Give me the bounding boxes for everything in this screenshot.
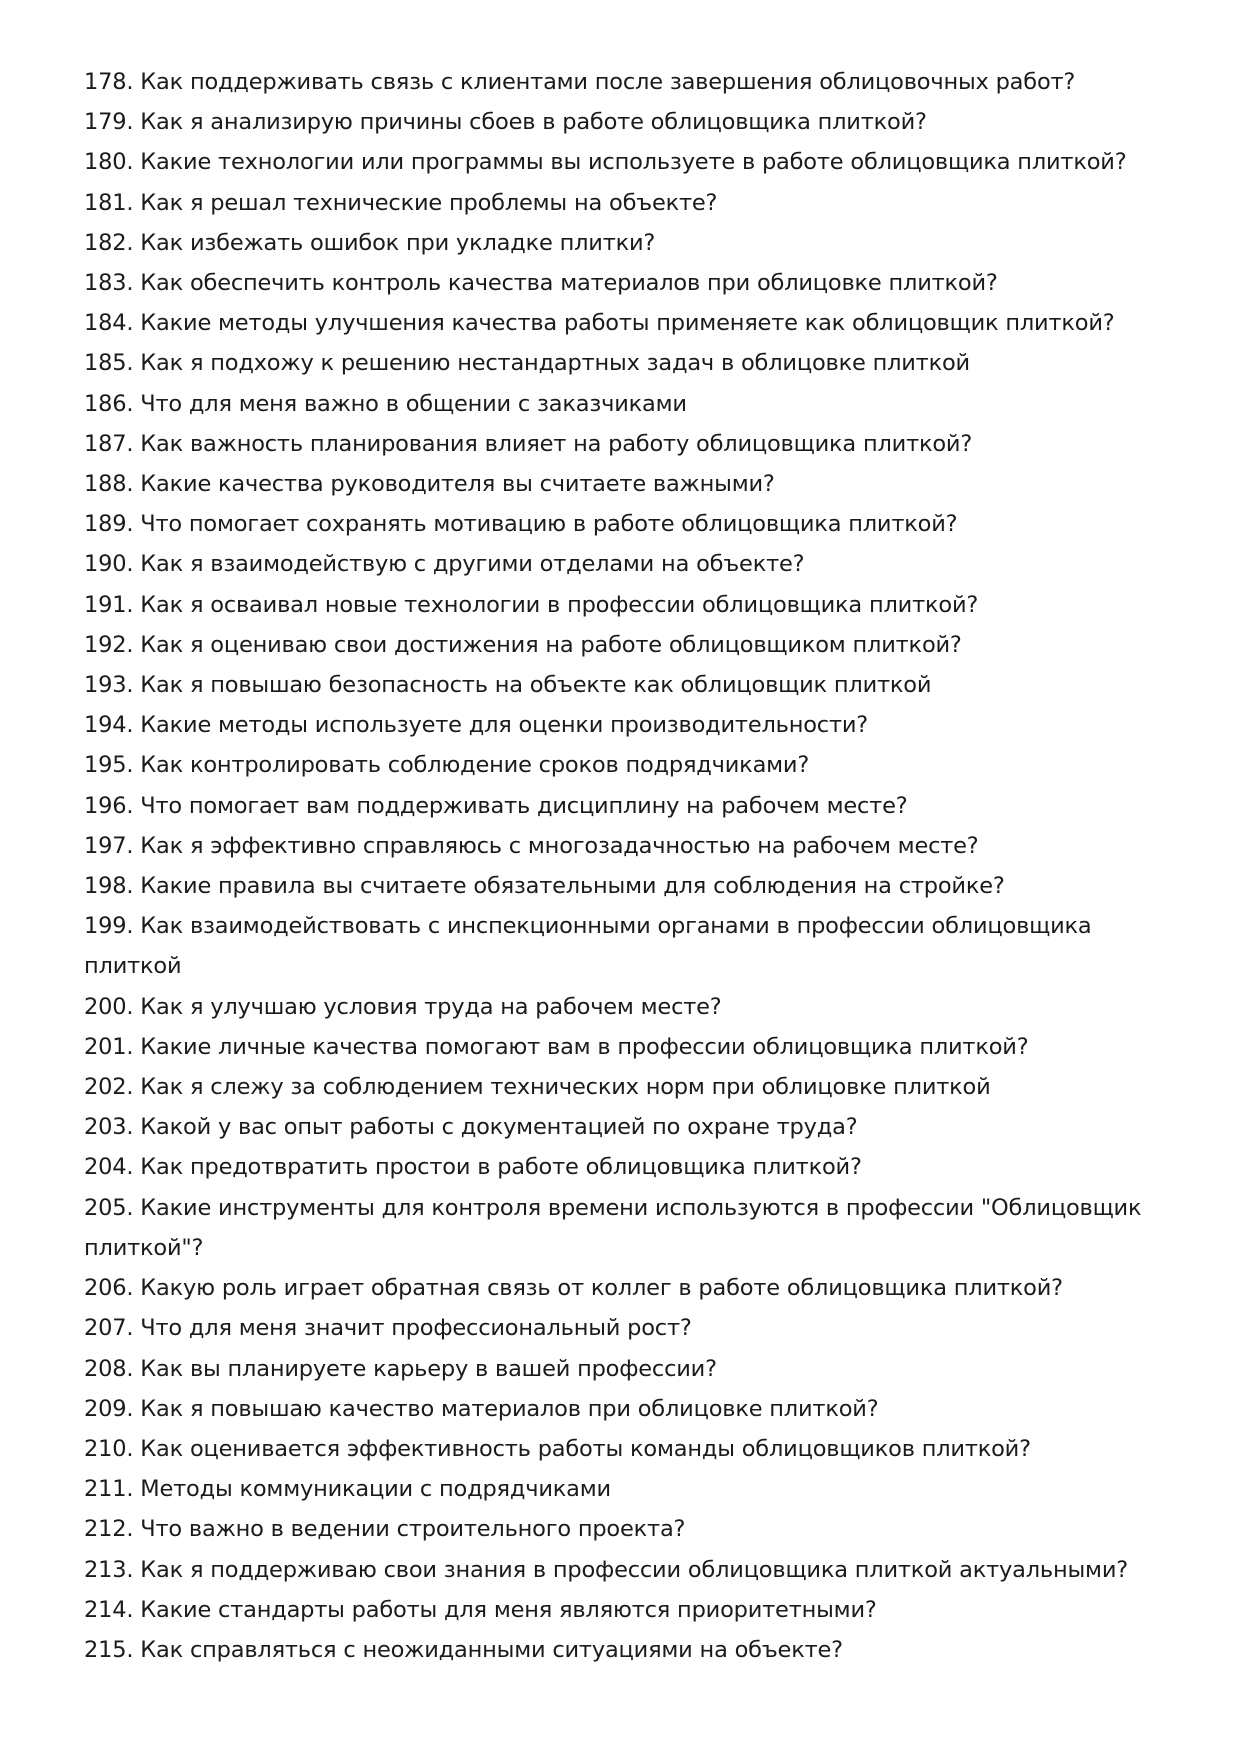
list-item (84, 585, 1164, 625)
list-item (84, 142, 1164, 182)
question-number: 214. (84, 1596, 134, 1623)
question-number: 202. (84, 1074, 134, 1101)
list-item (84, 263, 1164, 303)
list-item (84, 1509, 1164, 1549)
question-number: 183. (84, 270, 134, 297)
question-text: Как я повышаю безопасность на объекте как облицовщик плиткой (140, 672, 932, 699)
question-number: 188. (84, 471, 134, 498)
question-text: Какой у вас опыт работы с документацией по охране труда? (140, 1114, 858, 1141)
question-text: Что для меня значит профессиональный рост? (140, 1315, 692, 1342)
question-text: Какие методы улучшения качества работы применяете как облицовщик плиткой? (140, 310, 1115, 337)
list-item (84, 1389, 1164, 1429)
question-number: 199. (84, 913, 134, 940)
list-item (84, 183, 1164, 223)
question-number: 211. (84, 1476, 134, 1503)
list-item (84, 1027, 1164, 1067)
question-number: 200. (84, 993, 134, 1020)
question-text: Как я слежу за соблюдением технических норм при облицовке плиткой (140, 1074, 991, 1101)
question-text: Что для меня важно в общении с заказчиками (140, 390, 687, 417)
list-item (84, 62, 1164, 102)
list-item (84, 1067, 1164, 1107)
list-item (84, 1188, 1164, 1268)
list-item (84, 705, 1164, 745)
list-item (84, 625, 1164, 665)
list-item (84, 1630, 1164, 1670)
question-number: 192. (84, 631, 134, 658)
question-number: 179. (84, 109, 134, 136)
question-number: 194. (84, 712, 134, 739)
list-item (84, 1147, 1164, 1187)
list-item (84, 1590, 1164, 1630)
list-item (84, 1349, 1164, 1389)
list-item (84, 1550, 1164, 1590)
question-number: 191. (84, 591, 134, 618)
question-text: Как контролировать соблюдение сроков подрядчиками? (140, 752, 810, 779)
list-item (84, 826, 1164, 866)
list-item (84, 424, 1164, 464)
question-text: Как я осваивал новые технологии в профессии облицовщика плиткой? (140, 591, 979, 618)
list-item (84, 343, 1164, 383)
question-text: Как я оцениваю свои достижения на работе облицовщиком плиткой? (140, 631, 962, 658)
question-text: Какие правила вы считаете обязательными для соблюдения на стройке? (140, 873, 1005, 900)
question-number: 206. (84, 1275, 134, 1302)
list-item (84, 1469, 1164, 1509)
question-text: Как обеспечить контроль качества материалов при облицовке плиткой? (140, 270, 998, 297)
question-number: 193. (84, 672, 134, 699)
question-text: Как я поддерживаю свои знания в профессии облицовщика плиткой актуальными? (140, 1556, 1128, 1583)
list-item (84, 665, 1164, 705)
question-number: 208. (84, 1355, 134, 1382)
question-list (84, 62, 1164, 1670)
question-number: 197. (84, 832, 134, 859)
question-text: Какие качества руководителя вы считаете важными? (140, 471, 775, 498)
question-number: 205. (84, 1194, 134, 1221)
question-text: Как я подхожу к решению нестандартных задач в облицовке плиткой (140, 350, 970, 377)
list-item (84, 786, 1164, 826)
question-text: Как важность планирования влияет на работу облицовщика плиткой? (140, 430, 973, 457)
question-number: 189. (84, 511, 134, 538)
question-number: 212. (84, 1516, 134, 1543)
question-text: Что важно в ведении строительного проекта? (140, 1516, 686, 1543)
question-text: Какие методы используете для оценки производительности? (140, 712, 869, 739)
question-text: Как я решал технические проблемы на объекте? (140, 189, 718, 216)
document-page (84, 62, 1164, 1670)
question-text: Какие стандарты работы для меня являются приоритетными? (140, 1596, 877, 1623)
question-number: 185. (84, 350, 134, 377)
list-item (84, 102, 1164, 142)
question-number: 187. (84, 430, 134, 457)
list-item (84, 1268, 1164, 1308)
question-number: 182. (84, 229, 134, 256)
list-item (84, 906, 1164, 986)
list-item (84, 745, 1164, 785)
question-text: Методы коммуникации с подрядчиками (140, 1476, 611, 1503)
question-number: 180. (84, 149, 134, 176)
list-item (84, 1107, 1164, 1147)
question-number: 196. (84, 792, 134, 819)
question-text: Как я взаимодействую с другими отделами на объекте? (140, 551, 805, 578)
question-text: Как вы планируете карьеру в вашей профессии? (140, 1355, 717, 1382)
list-item (84, 987, 1164, 1027)
question-number: 209. (84, 1395, 134, 1422)
list-item (84, 504, 1164, 544)
question-text: Что помогает сохранять мотивацию в работе облицовщика плиткой? (140, 511, 958, 538)
question-text: Какие технологии или программы вы используете в работе облицовщика плиткой? (140, 149, 1127, 176)
list-item (84, 464, 1164, 504)
question-text: Как я анализирую причины сбоев в работе облицовщика плиткой? (140, 109, 927, 136)
question-number: 203. (84, 1114, 134, 1141)
question-text: Как справляться с неожиданными ситуациями на объекте? (140, 1636, 843, 1663)
question-text: Как я улучшаю условия труда на рабочем месте? (140, 993, 722, 1020)
question-number: 195. (84, 752, 134, 779)
question-text: Как избежать ошибок при укладке плитки? (140, 229, 656, 256)
question-number: 210. (84, 1435, 134, 1462)
question-text: Какую роль играет обратная связь от коллег в работе облицовщика плиткой? (140, 1275, 1063, 1302)
question-text: Какие инструменты для контроля времени используются в профессии "Облицовщик плиткой"? (84, 1194, 1142, 1261)
list-item (84, 384, 1164, 424)
question-text: Как я эффективно справляюсь с многозадачностью на рабочем месте? (140, 832, 979, 859)
question-text: Как оценивается эффективность работы команды облицовщиков плиткой? (140, 1435, 1031, 1462)
question-text: Как поддерживать связь с клиентами после завершения облицовочных работ? (140, 69, 1076, 95)
question-text: Как взаимодействовать с инспекционными органами в профессии облицовщика плиткой (84, 913, 1092, 980)
question-number: 190. (84, 551, 134, 578)
question-number: 198. (84, 873, 134, 900)
list-item (84, 1429, 1164, 1469)
question-number: 181. (84, 189, 134, 216)
question-number: 215. (84, 1636, 134, 1663)
question-number: 201. (84, 1033, 134, 1060)
question-number: 178. (84, 69, 134, 95)
question-text: Что помогает вам поддерживать дисциплину на рабочем месте? (140, 792, 908, 819)
question-number: 204. (84, 1154, 134, 1181)
question-number: 184. (84, 310, 134, 337)
list-item (84, 544, 1164, 584)
question-number: 207. (84, 1315, 134, 1342)
list-item (84, 1308, 1164, 1348)
question-number: 186. (84, 390, 134, 417)
question-text: Как предотвратить простои в работе облицовщика плиткой? (140, 1154, 862, 1181)
list-item (84, 223, 1164, 263)
question-text: Какие личные качества помогают вам в профессии облицовщика плиткой? (140, 1033, 1029, 1060)
question-number: 213. (84, 1556, 134, 1583)
list-item (84, 303, 1164, 343)
question-text: Как я повышаю качество материалов при облицовке плиткой? (140, 1395, 879, 1422)
list-item (84, 866, 1164, 906)
